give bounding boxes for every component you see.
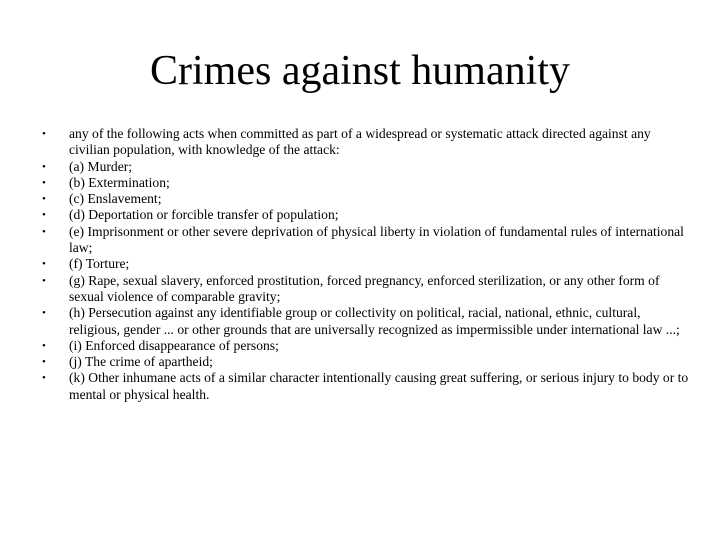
bullet-icon: • — [42, 356, 46, 369]
list-item-text: (j) The crime of apartheid; — [69, 354, 213, 370]
list-item — [42, 207, 692, 223]
slide-title: Crimes against humanity — [150, 48, 570, 94]
list-item-text: (c) Enslavement; — [69, 191, 162, 207]
bullet-icon: • — [42, 176, 46, 189]
list-item-text: (k) Other inhumane acts of a similar character intentionally causing great suffering, or serious injury to body or to mental or physical health. — [69, 370, 689, 402]
list-item-text: (e) Imprisonment or other severe deprivation of physical liberty in violation of fundamental rules of international law; — [69, 223, 684, 256]
list-item — [42, 273, 692, 306]
bullet-icon: • — [42, 339, 46, 352]
bullet-icon: • — [42, 225, 46, 238]
list-item — [42, 159, 692, 175]
bullet-icon: • — [42, 258, 46, 271]
bullet-icon: • — [42, 307, 46, 320]
list-item-text: any of the following acts when committed as part of a widespread or systematic attack directed against any civilian population, with knowledge of the attack: — [69, 126, 651, 158]
list-item-text: (i) Enforced disappearance of persons; — [69, 337, 279, 353]
list-item-text: (a) Murder; — [69, 158, 133, 174]
list-item-text: (g) Rape, sexual slavery, enforced prostitution, forced pregnancy, enforced sterilization, or any other form of sexual violence of comparable gravity; — [69, 272, 660, 304]
list-item-text: (h) Persecution against any identifiable group or collectivity on political, racial, national, ethnic, cultural, religious, gender ... or other grounds that are universally recognized as impermissible under international law ...; — [69, 305, 680, 337]
bullet-list — [42, 126, 692, 403]
list-item-text: (d) Deportation or forcible transfer of population; — [69, 207, 339, 223]
list-item — [42, 256, 692, 272]
bullet-icon: • — [42, 128, 46, 140]
list-item — [42, 224, 692, 257]
list-item — [42, 305, 692, 338]
list-item — [42, 338, 692, 354]
bullet-icon: • — [42, 160, 46, 173]
bullet-icon: • — [42, 209, 46, 222]
list-item-text: (b) Extermination; — [69, 174, 170, 190]
list-item — [42, 126, 692, 159]
bullet-icon: • — [42, 372, 46, 385]
list-item — [42, 191, 692, 207]
list-item — [42, 175, 692, 191]
bullet-icon: • — [42, 193, 46, 206]
list-item — [42, 370, 692, 403]
list-item-text: (f) Torture; — [69, 256, 130, 272]
bullet-icon: • — [42, 274, 46, 287]
list-item — [42, 354, 692, 370]
